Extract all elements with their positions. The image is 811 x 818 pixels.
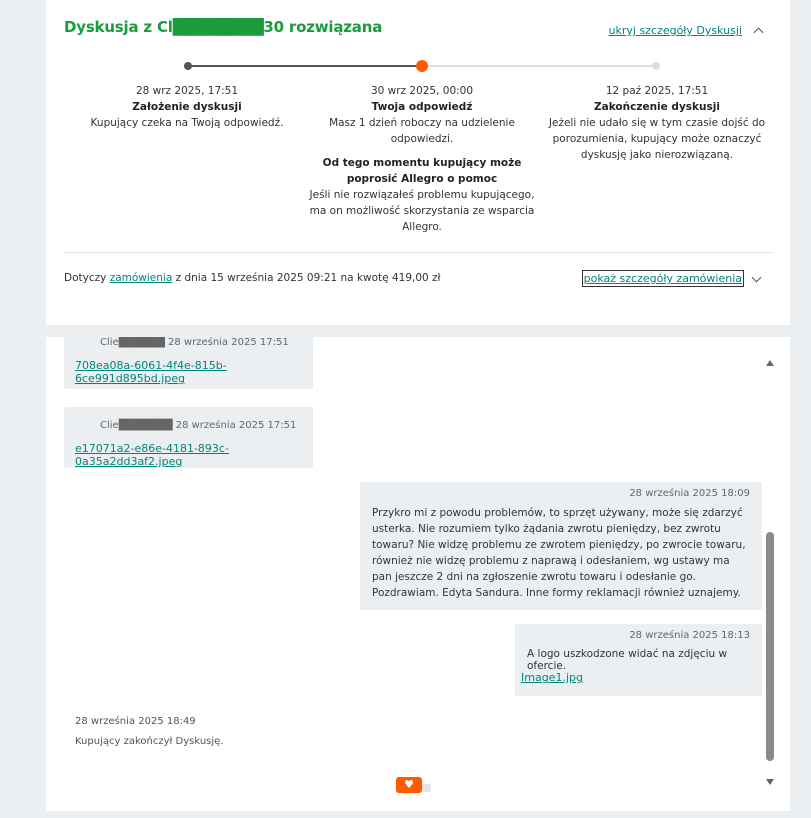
system-message-time: 28 września 2025 18:49 [75,716,196,727]
scroll-down-arrow[interactable] [766,779,774,785]
discussion-title: Dyskusja z Cl████████30 rozwiązana [64,18,383,36]
step-note-title: Od tego momentu kupujący może poprosić Allegro o pomoc [322,157,522,185]
order-date: z dnia 15 września 2025 09:21 na kwotę [175,272,389,284]
attachment-link[interactable]: Image1.jpg [521,671,583,684]
scrollbar-thumb[interactable] [766,532,774,761]
message-seller-2 [515,624,762,696]
hide-details-link[interactable]: ukryj szczegóły Dyskusji [608,24,742,37]
chevron-up-icon[interactable] [754,28,764,38]
message-meta: 28 września 2025 18:13 [629,630,750,641]
system-message-text: Kupujący zakończył Dyskusję. [75,736,224,747]
feedback-widget-tail [422,784,431,792]
heart-icon[interactable]: ♥ [396,777,422,793]
scroll-up-arrow[interactable] [766,360,774,366]
message-buyer-attachment-1 [64,337,313,389]
message-meta: Clie██████ 28 września 2025 17:51 [100,337,289,348]
step-label: Twoja odpowiedź [371,101,473,113]
step-label: Założenie dyskusji [132,101,242,113]
timeline-dot-3 [652,62,660,70]
chevron-down-icon[interactable] [752,273,762,283]
order-link[interactable]: zamówienia [109,272,173,284]
order-info [64,272,441,284]
step-desc: Jeżeli nie udało się w tym czasie dojść do porozumienia, kupujący może oznaczyć dyskusję jako nierozwiązaną. [548,117,766,161]
step-date: 28 wrz 2025, 17:51 [135,85,239,97]
message-text: A logo uszkodzone widać na zdjęciu w ofercie. [527,648,728,672]
message-text: Przykro mi z powodu problemów, to sprzęt używany, może się zdarzyć usterka. Nie rozumiem tylko żądania zwrotu pieniędzy, bez zwrotu towaru? Nie widzę problemu ze zwrotem pieniędzy, po zwrocie towaru, również nie widzę problemu z naprawą i odesłaniem, wg ustawy ma pan jeszcze 2 dni na zgłoszenie zwrotu towaru i odesłanie go. Pozdrawiam. Edyta Sandura. Inne formy reklamacji również uznajemy. [372,507,746,599]
timeline-dot-1 [184,62,192,70]
message-meta: 28 września 2025 18:09 [629,488,750,499]
message-buyer-attachment-2 [64,407,313,468]
order-prefix: Dotyczy [64,272,107,284]
timeline-dot-2-active [416,60,428,72]
order-amount: 419,00 zł [391,272,441,284]
discussion-panel [46,0,790,325]
step-label: Zakończenie dyskusji [594,101,720,113]
timeline-step-3 [537,83,777,163]
step-date: 12 paź 2025, 17:51 [605,85,709,97]
attachment-link[interactable]: 708ea08a-6061-4f4e-815b-6ce991d895bd.jpeg [75,359,227,385]
step-date: 30 wrz 2025, 00:00 [370,85,474,97]
chat-panel [46,337,790,811]
timeline-step-2 [302,83,542,235]
timeline-progress-remaining [422,65,656,67]
step-desc: Kupujący czeka na Twoją odpowiedź. [90,117,284,129]
attachment-link[interactable]: e17071a2-e86e-4181-893c-0a35a2dd3af2.jpeg [75,442,229,468]
message-seller-1 [360,482,762,610]
timeline-step-1 [67,83,307,131]
step-desc: Masz 1 dzień roboczy na udzielenie odpowiedzi. [329,117,515,145]
show-order-details-link[interactable]: pokaż szczegóły zamówienia [583,272,742,285]
message-meta: Clie███████ 28 września 2025 17:51 [100,420,297,431]
timeline-progress-done [187,65,422,67]
divider [64,252,772,253]
step-note-text: Jeśli nie rozwiązałeś problemu kupującego, ma on możliwość skorzystania ze wsparcia Allegro. [309,189,535,233]
